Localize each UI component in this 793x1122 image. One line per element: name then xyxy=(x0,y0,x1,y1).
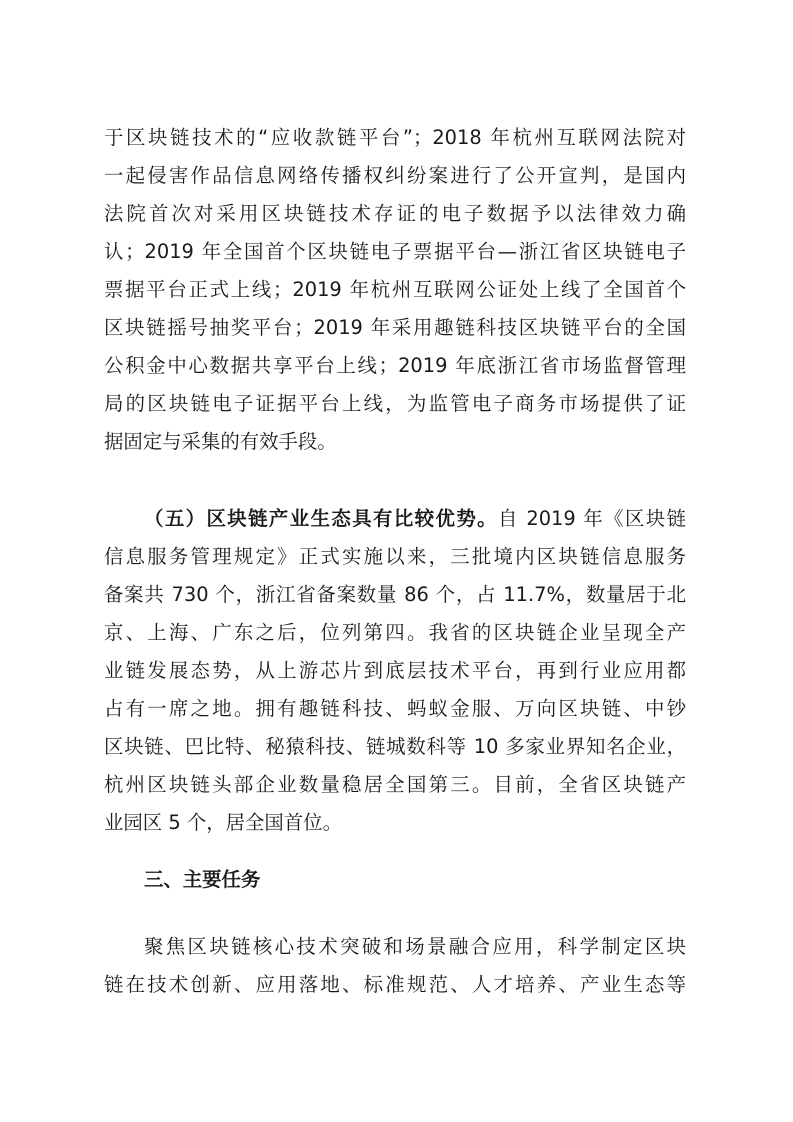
paragraph-lead-line xyxy=(144,501,686,537)
paragraph-line: 链在技术创新、应用落地、标准规范、人才培养、产业生态等 xyxy=(104,973,686,996)
paragraph-text: 自 2019 年《区块链 xyxy=(497,507,686,530)
paragraph-line: 京、上海、广东之后，位列第四。我省的区块链企业呈现全产 xyxy=(104,621,686,644)
paragraph-line: 占有一席之地。拥有趣链科技、蚂蚁金服、万向区块链、中钞 xyxy=(104,697,686,720)
paragraph-line: 公积金中心数据共享平台上线；2019 年底浙江省市场监督管理 xyxy=(104,354,686,377)
paragraph-line: 聚焦区块链核心技术突破和场景融合应用，科学制定区块 xyxy=(144,935,686,958)
paragraph-line: 认；2019 年全国首个区块链电子票据平台—浙江省区块链电子 xyxy=(104,240,686,263)
paragraph-line: 杭州区块链头部企业数量稳居全国第三。目前，全省区块链产 xyxy=(104,773,686,796)
paragraph-line: 备案共 730 个，浙江省备案数量 86 个，占 11.7%，数量居于北 xyxy=(104,583,686,606)
paragraph-line: 区块链摇号抽奖平台；2019 年采用趣链科技区块链平台的全国 xyxy=(104,316,686,339)
paragraph-line: 业园区 5 个，居全国首位。 xyxy=(104,811,342,834)
paragraph-line: 信息服务管理规定》正式实施以来，三批境内区块链信息服务 xyxy=(104,545,686,568)
paragraph-line: 业链发展态势，从上游芯片到底层技术平台，再到行业应用都 xyxy=(104,659,686,682)
subsection-title: （五）区块链产业生态具有比较优势。 xyxy=(144,507,498,530)
paragraph-line: 据固定与采集的有效手段。 xyxy=(104,430,337,453)
paragraph-line: 票据平台正式上线；2019 年杭州互联网公证处上线了全国首个 xyxy=(104,278,686,301)
paragraph-line: 一起侵害作品信息网络传播权纠纷案进行了公开宣判，是国内 xyxy=(104,164,686,187)
paragraph-line: 区块链、巴比特、秘猿科技、链城数科等 10 多家业界知名企业， xyxy=(104,735,686,758)
paragraph-line: 于区块链技术的“应收款链平台”；2018 年杭州互联网法院对 xyxy=(104,126,686,149)
paragraph-line: 局的区块链电子证据平台上线，为监管电子商务市场提供了证 xyxy=(104,392,686,415)
section-heading: 三、主要任务 xyxy=(144,868,261,891)
paragraph-line: 法院首次对采用区块链技术存证的电子数据予以法律效力确 xyxy=(104,202,686,225)
